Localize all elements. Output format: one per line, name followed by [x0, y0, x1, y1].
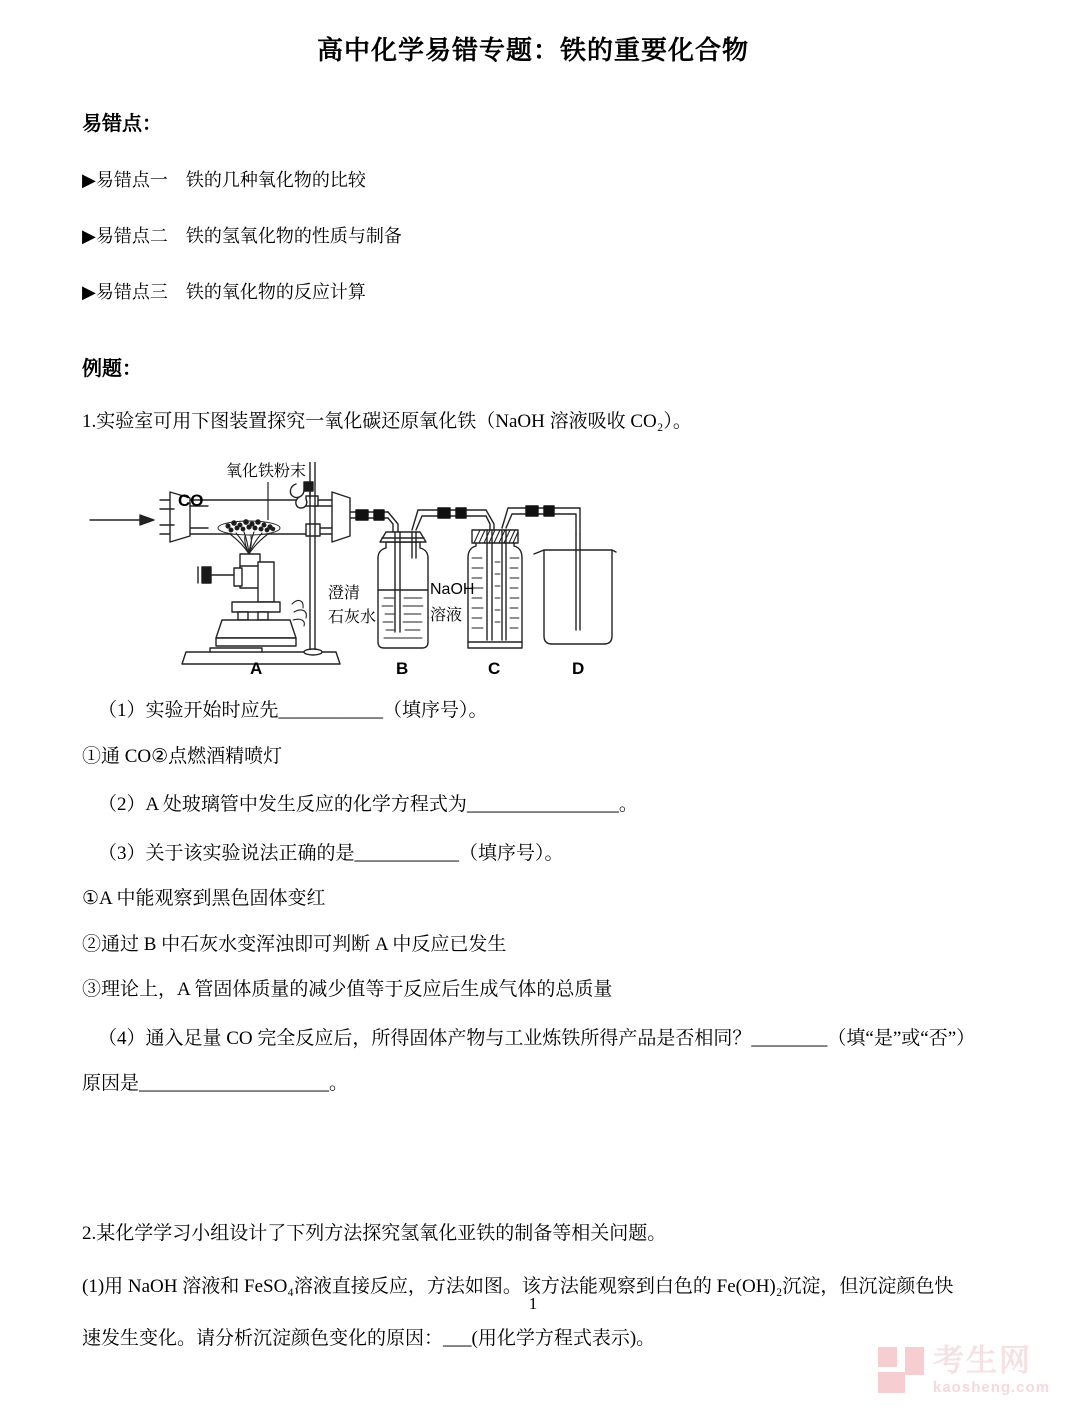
pitfall-item-1: ▶易错点一 铁的几种氧化物的比较 — [82, 170, 366, 190]
iron-stand-rod-clamp — [290, 462, 322, 655]
apparatus-label-a: A — [250, 659, 263, 678]
co-inlet-arrow — [90, 515, 154, 525]
pitfall-item-2: ▶易错点二 铁的氢氧化物的性质与制备 — [82, 226, 402, 246]
limewater-label-line2: 石灰水 — [328, 609, 377, 627]
iron-oxide-powder-label: 氧化铁粉末 — [226, 463, 307, 481]
examples-heading: 例题： — [82, 358, 142, 380]
apparatus-label-d: D — [572, 659, 585, 678]
beaker-d — [534, 550, 616, 644]
site-watermark — [878, 1338, 1051, 1402]
alcohol-blast-burner — [198, 554, 306, 646]
question1-sub3-option-2: ②通过 B 中石灰水变浑浊即可判断 A 中反应已发生 — [82, 933, 507, 955]
pitfall-item-3: ▶易错点三 铁的氧化物的反应计算 — [82, 282, 366, 302]
question1-sub2: （2）A 处玻璃管中发生反应的化学方程式为________________。 — [98, 794, 638, 816]
question2-sub1-line1: (1)用 NaOH 溶液和 FeSO₄溶液直接反应，方法如图。该方法能观察到白色的 Fe(OH)₂沉淀，但沉淀颜色快 — [82, 1275, 954, 1297]
question2-sub1-line2: 速发生变化。请分析沉淀颜色变化的原因：___(用化学方程式表示)。 — [82, 1327, 656, 1349]
apparatus-diagram-svg — [82, 462, 642, 677]
pitfalls-heading: 易错点： — [82, 113, 162, 135]
question1-sub3: （3）关于该实验说法正确的是___________（填序号）。 — [98, 842, 564, 864]
iron-oxide-powder — [218, 520, 280, 535]
watermark-text — [933, 1345, 1050, 1395]
experiment-apparatus-figure — [82, 462, 988, 677]
question2-stem: 2.某化学学习小组设计了下列方法探究氢氧化亚铁的制备等相关问题。 — [82, 1223, 667, 1245]
question1-sub1-options: ①通 CO②点燃酒精喷灯 — [82, 745, 283, 767]
page-title: 高中化学易错专题：铁的重要化合物 — [316, 35, 749, 65]
limewater-label-line1: 澄清 — [328, 585, 361, 603]
question1-sub3-option-1: ①A 中能观察到黑色固体变红 — [82, 888, 326, 910]
question1-sub1: （1）实验开始时应先___________（填序号）。 — [98, 700, 488, 722]
watermark-brand-en: kaosheng.com — [933, 1379, 1051, 1396]
naoh-label-line2: 溶液 — [430, 607, 463, 625]
kaosheng-logo-icon — [878, 1347, 924, 1393]
watermark-brand-cn: 考生网 — [933, 1343, 1032, 1378]
question1-stem: 1.实验室可用下图装置探究一氧化碳还原氧化铁（NaOH 溶液吸收 CO₂）。 — [82, 411, 692, 432]
co-inlet-label: CO — [178, 491, 204, 511]
document-body — [0, 107, 1066, 1355]
apparatus-label-b: B — [396, 659, 409, 678]
question1-sub3-option-3: ③理论上，A 管固体质量的减少值等于反应后生成气体的总质量 — [82, 979, 613, 1001]
naoh-label-line1: NaOH — [430, 581, 475, 599]
question1-sub4: （4）通入足量 CO 完全反应后，所得固体产物与工业炼铁所得产品是否相同？________（填“是”或“否”） — [98, 1027, 976, 1049]
question1-sub4-reason: 原因是____________________。 — [82, 1072, 349, 1094]
gas-bottle-c — [468, 530, 522, 648]
apparatus-label-c: C — [488, 659, 501, 678]
gas-bottle-b — [378, 532, 428, 648]
page-number: 1 — [528, 1294, 538, 1313]
